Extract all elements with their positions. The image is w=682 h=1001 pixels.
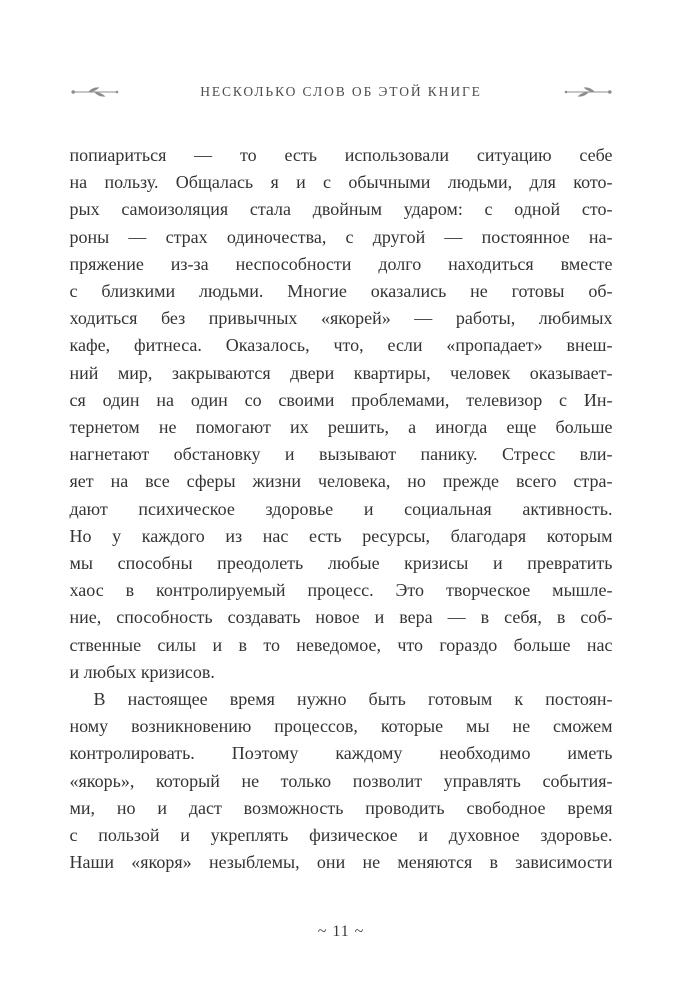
text-line: кафе, фитнеса. Оказалось, что, если «пропадает» внеш- <box>69 335 613 356</box>
text-line: ся один на один со своими проблемами, телевизор с Ин- <box>69 389 613 410</box>
text-line: с пользой и укреплять физическое и духовное здоровье. <box>69 825 613 846</box>
text-line: ние, способность создавать новое и вера — в себя, в соб- <box>69 607 613 628</box>
text-line: хаос в контролируемый процесс. Это творческое мышле- <box>69 580 613 601</box>
text-line: на пользу. Общалась я и с обычными людьми, для кото- <box>69 172 613 193</box>
text-line: ному возникновению процессов, которые мы не сможем <box>69 716 613 737</box>
text-line: пряжение из-за неспособности долго находиться вместе <box>69 253 613 274</box>
text-line: ми, но и даст возможность проводить свободное время <box>69 797 613 818</box>
text-line: Но у каждого из нас есть ресурсы, благодаря которым <box>69 525 613 546</box>
text-line: и любых кризисов. <box>69 661 215 682</box>
paragraph <box>70 142 613 686</box>
page-number: ~ 11 ~ <box>317 923 365 940</box>
vine-flourish-right-icon <box>563 85 613 99</box>
text-line: контролировать. Поэтому каждому необходимо иметь <box>69 743 613 764</box>
running-header <box>70 0 613 100</box>
text-line: Наши «якоря» незыблемы, они не меняются в зависимости <box>69 852 613 873</box>
text-line: ственные силы и в то неведомое, что гораздо больше нас <box>69 634 613 655</box>
text-line: дают психическое здоровье и социальная активность. <box>69 498 613 519</box>
text-line: «якорь», который не только позволит управлять события- <box>69 770 613 791</box>
text-line: ходиться без привычных «якорей» — работы, любимых <box>69 308 613 329</box>
text-line: тернетом не помогают их решить, а иногда еще больше <box>69 417 613 438</box>
text-line: ний мир, закрываются двери квартиры, человек оказывает- <box>69 362 613 383</box>
running-header-title: НЕСКОЛЬКО СЛОВ ОБ ЭТОЙ КНИГЕ <box>200 84 482 99</box>
text-line: В настоящее время нужно быть готовым к постоян- <box>93 689 613 710</box>
paragraph <box>70 686 613 876</box>
text-line: рых самоизоляция стала двойным ударом: с одной сто- <box>69 199 613 220</box>
vine-flourish-left-icon <box>70 85 120 99</box>
body-text <box>70 142 613 876</box>
text-line: с близкими людьми. Многие оказались не готовы об- <box>69 281 613 302</box>
text-line: нагнетают обстановку и вызывают панику. Стресс вли- <box>69 444 613 465</box>
text-line: яет на все сферы жизни человека, но прежде всего стра- <box>69 471 613 492</box>
text-line: роны — страх одиночества, с другой — постоянное на- <box>69 226 613 247</box>
text-line: мы способны преодолеть любые кризисы и превратить <box>69 553 613 574</box>
text-line: попиариться — то есть использовали ситуацию себе <box>69 145 613 165</box>
